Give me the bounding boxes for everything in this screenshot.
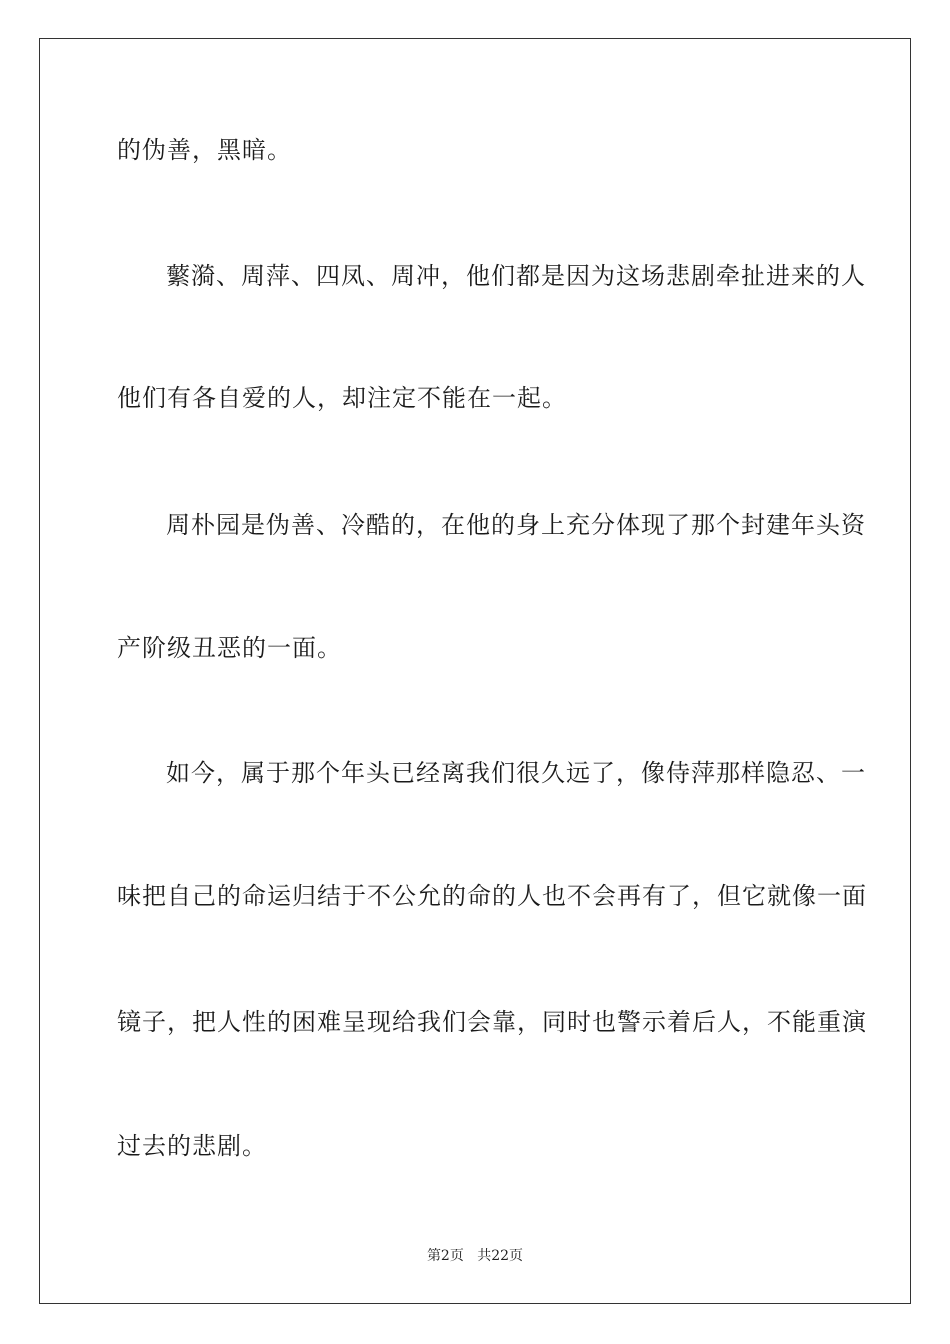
body-line-1: 的伪善，黑暗。 bbox=[117, 136, 292, 164]
page-border bbox=[39, 38, 911, 1304]
paragraph-1-line-2: 他们有各自爱的人，却注定不能在一起。 bbox=[117, 384, 567, 412]
page-total: 共22页 bbox=[477, 1248, 524, 1264]
paragraph-1-line-1: 蘩漪、周萍、四凤、周冲，他们都是因为这场悲剧牵扯进来的人 bbox=[166, 262, 866, 290]
paragraph-3-line-3: 镜子，把人性的困难呈现给我们会靠，同时也警示着后人，不能重演 bbox=[117, 1008, 867, 1036]
paragraph-2-line-1: 周朴园是伪善、冷酷的，在他的身上充分体现了那个封建年头资 bbox=[166, 511, 866, 539]
paragraph-2-line-2: 产阶级丑恶的一面。 bbox=[117, 634, 342, 662]
page-number: 第2页 bbox=[426, 1248, 464, 1264]
paragraph-3-line-1: 如今，属于那个年头已经离我们很久远了，像侍萍那样隐忍、一 bbox=[166, 759, 866, 787]
paragraph-3-line-4: 过去的悲剧。 bbox=[117, 1132, 267, 1160]
paragraph-3-line-2: 味把自己的命运归结于不公允的命的人也不会再有了，但它就像一面 bbox=[117, 882, 867, 910]
page-footer bbox=[0, 1247, 950, 1265]
